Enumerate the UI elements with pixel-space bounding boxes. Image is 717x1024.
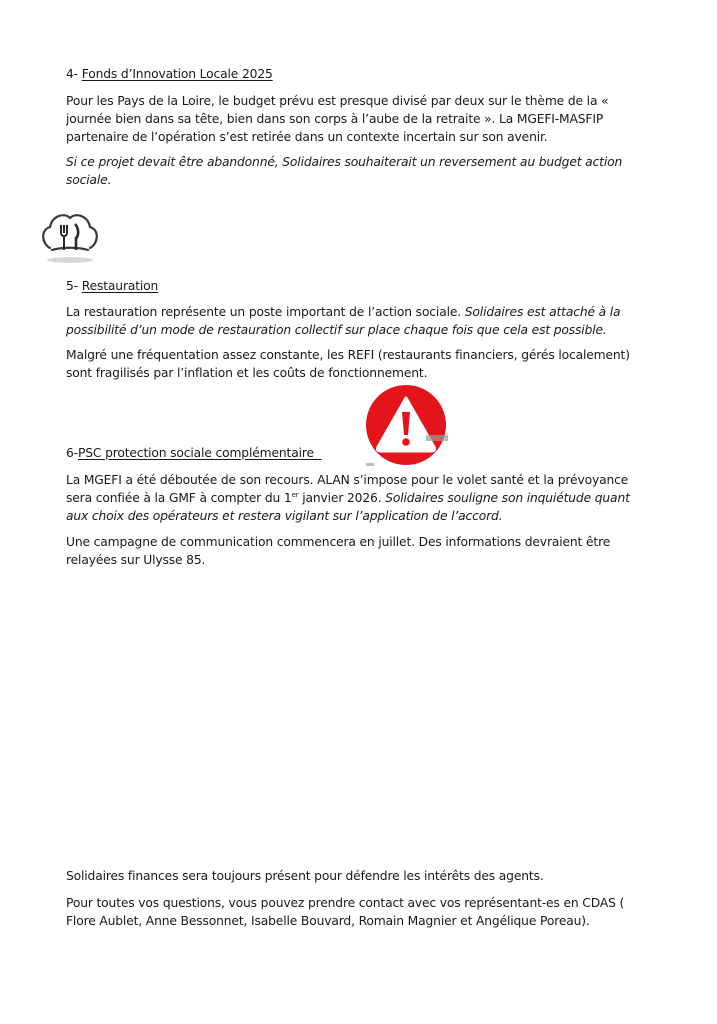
section-5-heading	[66, 277, 666, 295]
chef-hat-cutlery-icon	[38, 208, 102, 266]
section-5-paragraph-1	[66, 303, 646, 339]
section-5-italic-text: Solidaires est attaché à la possibilité d’un mode de restauration collectif sur place chaque fois que cela est possible.	[66, 305, 621, 337]
closing-paragraph-2: Pour toutes vos questions, vous pouvez prendre contact avec vos représentant-es en CDAS ( Flore Aublet, Anne Bessonnet, Isabelle Bouvard, Romain Magnier et Angélique Poreau).	[66, 896, 625, 928]
section-6-number: 6-	[66, 446, 78, 460]
section-6-italic-text: Solidaires souligne son inquiétude quant aux choix des opérateurs et restera vigilant sur l’application de l’accord.	[66, 491, 630, 523]
section-4-paragraph: Pour les Pays de la Loire, le budget prévu est presque divisé par deux sur le thème de la « journée bien dans sa tête, bien dans son corps à l’aube de la retraite ». La MGEFI-MASFIP partenaire de l’opération s’est retirée dans un contexte incertain sur son avenir.	[66, 94, 609, 144]
section-6-paragraph-2: Une campagne de communication commencera en juillet. Des informations devraient être relayées sur Ulysse 85.	[66, 535, 611, 567]
section-6-heading	[66, 444, 666, 462]
section-4-heading	[66, 65, 666, 83]
section-5-title: Restauration	[81, 279, 159, 293]
section-4-number: 4-	[66, 67, 82, 81]
section-6-title: PSC protection sociale complémentaire	[77, 446, 314, 460]
ordinal-suffix: er	[291, 490, 299, 499]
section-4-italic-paragraph: Si ce projet devait être abandonné, Solidaires souhaiterait un reversement au budget action sociale.	[66, 155, 623, 187]
section-5-number: 5-	[66, 279, 82, 293]
section-6-text-cont: janvier 2026.	[298, 491, 386, 505]
section-4-title: Fonds d’Innovation Locale 2025	[81, 67, 273, 81]
closing-paragraph-1: Solidaires finances sera toujours présent pour défendre les intérêts des agents.	[66, 869, 544, 883]
section-6-text: La MGEFI a été déboutée de son recours. ALAN s’impose pour le volet santé et la prévoyance sera confiée à la GMF à compter du 1	[66, 473, 629, 505]
section-5-text: La restauration représente un poste important de l’action sociale.	[66, 305, 465, 319]
section-6-paragraph-1	[66, 471, 651, 525]
section-5-paragraph-2: Malgré une fréquentation assez constante, les REFI (restaurants financiers, gérés localement) sont fragilisés par l’inflation et les coûts de fonctionnement.	[66, 348, 630, 380]
